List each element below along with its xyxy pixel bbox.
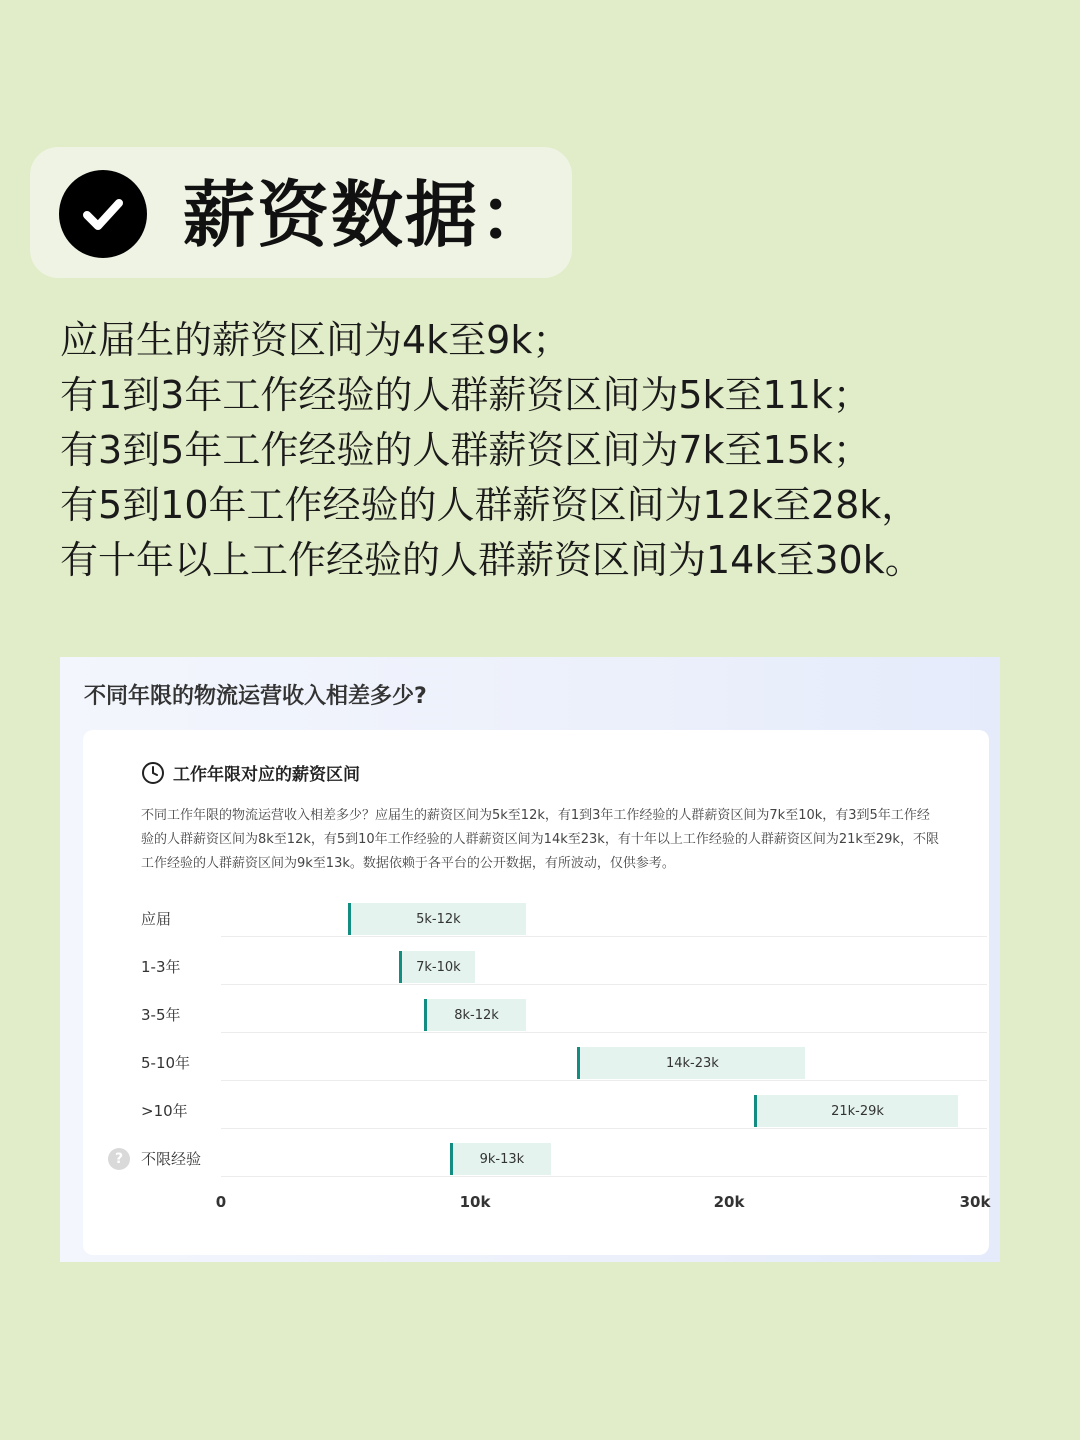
- row-divider: [221, 1128, 987, 1129]
- range-bar: [754, 1095, 957, 1127]
- intro-text: [60, 313, 1050, 588]
- row-label: 5-10年: [141, 1054, 191, 1072]
- range-label: 5k-12k: [416, 911, 461, 927]
- x-tick-label: 0: [215, 1193, 227, 1211]
- salary-card: [83, 730, 989, 1255]
- row-divider: [221, 984, 987, 985]
- x-tick-label: 20k: [713, 1193, 745, 1211]
- range-label: 8k-12k: [454, 1007, 499, 1023]
- range-bar: [348, 903, 526, 935]
- card-description: 不同工作年限的物流运营收入相差多少？应届生的薪资区间为5k至12k，有1到3年工作经验的人群薪资区间为7k至10k，有3到5年工作经验的人群薪资区间为8k至12k，有5到10年工作经验的人群薪资区间为14k至23k，有十年以上工作经验的人群薪资区间为21k至29k，不限工作经验的人群薪资区间为9k至13k。数据依赖于各平台的公开数据，有所波动，仅供参考。: [141, 808, 939, 871]
- row-label: >10年: [141, 1102, 188, 1120]
- intro-line: 应届生的薪资区间为4k至9k；: [60, 318, 571, 362]
- clock-icon: [141, 761, 165, 785]
- range-bar: [577, 1047, 806, 1079]
- range-bar: [424, 999, 526, 1031]
- intro-line: 有5到10年工作经验的人群薪资区间为12k至28k，: [60, 483, 920, 527]
- salary-panel: [60, 657, 1000, 1262]
- card-title: 工作年限对应的薪资区间: [173, 765, 360, 785]
- panel-title: 不同年限的物流运营收入相差多少?: [84, 684, 427, 709]
- range-bar: [399, 951, 475, 983]
- row-label: 1-3年: [141, 958, 181, 976]
- card-header: [141, 760, 360, 785]
- x-tick-label: 10k: [459, 1193, 491, 1211]
- row-divider: [221, 1080, 987, 1081]
- row-label: 不限经验: [141, 1150, 202, 1168]
- range-label: 9k-13k: [479, 1151, 525, 1167]
- help-icon[interactable]: ?: [108, 1148, 130, 1170]
- row-divider: [221, 936, 987, 937]
- page-title: 薪资数据：: [183, 172, 554, 257]
- range-bar: [450, 1143, 552, 1175]
- x-tick-label: 30k: [959, 1193, 991, 1211]
- range-label: 7k-10k: [416, 959, 461, 975]
- intro-line: 有十年以上工作经验的人群薪资区间为14k至30k。: [60, 538, 923, 582]
- row-divider: [221, 1032, 987, 1033]
- check-circle-icon: [59, 170, 147, 258]
- row-label: 应届: [141, 910, 172, 928]
- check-mark-icon: [77, 188, 129, 240]
- intro-line: 有3到5年工作经验的人群薪资区间为7k至15k；: [60, 428, 871, 472]
- range-label: 14k-23k: [665, 1055, 719, 1071]
- intro-line: 有1到3年工作经验的人群薪资区间为5k至11k；: [60, 373, 871, 417]
- row-label: 3-5年: [141, 1006, 181, 1024]
- range-label: 21k-29k: [831, 1103, 884, 1119]
- row-divider: [221, 1176, 987, 1177]
